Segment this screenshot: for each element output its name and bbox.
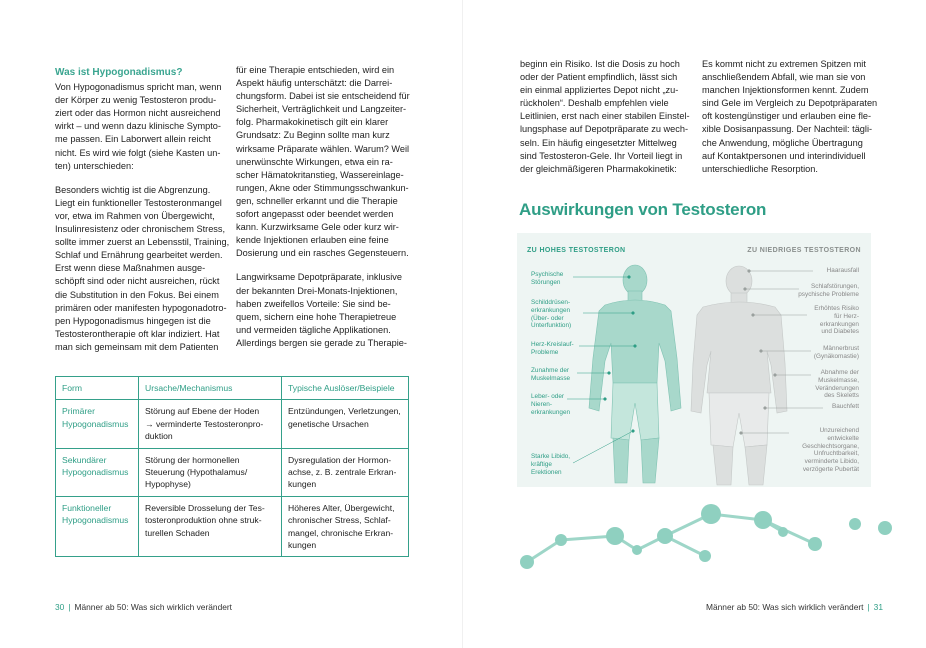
effect-label: Unzureichend entwickelte Geschlechtsorgane, Unfruchtbarkeit, verminderte Libido, verzögerte Pubertät <box>802 427 859 473</box>
table-cell: Entzündungen, Verletzungen, genetische Ursachen <box>282 400 409 448</box>
hypogonadism-table <box>55 376 409 557</box>
muscular-figure <box>589 265 681 483</box>
effect-label: Starke Libido, kräftige Erektionen <box>531 453 571 476</box>
right-column-2 <box>702 58 880 187</box>
high-testosterone-heading: ZU HOHES TESTOSTERON <box>527 247 626 254</box>
table-cell: Störung der hormonellen Steuerung (Hypothalamus/ Hypophyse) <box>139 448 282 496</box>
effect-label: Herz-Kreislauf- Probleme <box>531 341 574 356</box>
low-testosterone-heading: ZU NIEDRIGES TESTOSTERON <box>747 247 861 254</box>
page-gutter <box>462 0 463 648</box>
table-row <box>56 400 409 448</box>
table-row <box>56 448 409 496</box>
paragraph: Besonders wichtig ist die Abgrenzung. Liegt ein funktioneller Testosteronmangel vor, etwa im Rahmen von Übergewicht, Insulinresistenz oder chronischem Stress, sollte immer zuerst an Lebensstil, Training, Schlaf und Ernährung gearbeitet werden. Erst wenn diese Maßnahmen ausge- schöpft sind oder nicht ausreichen, rückt die Substitution in den Fokus. Bei einem primären oder manifesten hypogonadotro- pen Hypogonadismus hingegen ist die Testosterontherapie oft klar indiziert. Hat man sich gemeinsam mit dem Patienten <box>55 184 230 352</box>
paragraph: Es kommt nicht zu extremen Spitzen mit anschließendem Abfall, wie man sie von manchen Injektionsformen kennt. Zudem sind Gele im Vergleich zu Depotpräparaten oft kostengünstiger und erlauben eine fle- xible Dosisanpassung. Der Nachteil: tägli- che Anwendung, mögliche Übertragung auf Kontaktpersonen und interindividuell unterschiedliche Resorption. <box>702 59 878 174</box>
section-heading: Was ist Hypogonadismus? <box>55 67 183 78</box>
table-header: Typische Auslöser/Beispiele <box>282 377 409 400</box>
table-cell: Sekundärer Hypogonadismus <box>56 448 139 496</box>
effect-label: Haarausfall <box>826 267 859 274</box>
table-cell: Primärer Hypogonadismus <box>56 400 139 448</box>
effect-label: Schlafstörungen, psychische Probleme <box>798 283 859 298</box>
table-cell: Höheres Alter, Übergewicht, chronischer Stress, Schlaf- mangel, chronische Erkran- kungen <box>282 496 409 557</box>
effect-label: Abnahme der Muskelmasse, Veränderungen des Skeletts <box>815 369 859 400</box>
table-header-row <box>56 377 409 400</box>
table-cell: Störung auf Ebene der Hoden → verminderte Testosteronpro- duktion <box>139 400 282 448</box>
effect-label: Schilddrüsen- erkrankungen (Über- oder Unterfunktion) <box>531 299 572 330</box>
left-footer: 30 | Männer ab 50: Was sich wirklich verändert <box>55 602 232 612</box>
right-footer: Männer ab 50: Was sich wirklich verändert | 31 <box>706 602 883 612</box>
table-cell: Funktioneller Hypogonadismus <box>56 496 139 557</box>
testosterone-infographic <box>517 233 871 487</box>
page-number: 31 <box>873 602 883 612</box>
table-header: Ursache/Mechanismus <box>139 377 282 400</box>
running-title: Männer ab 50: Was sich wirklich verändert <box>74 602 232 612</box>
table-cell: Reversible Drosselung der Tes- tosteronproduktion ohne struk- turellen Schaden <box>139 496 282 557</box>
molecule-decoration <box>515 500 895 590</box>
effect-label: Bauchfett <box>831 403 859 410</box>
page-number: 30 <box>55 602 65 612</box>
left-column-2 <box>236 64 414 361</box>
table-cell: Dysregulation der Hormon- achse, z. B. zentrale Erkran- kungen <box>282 448 409 496</box>
effect-label: Männerbrust (Gynäkomastie) <box>813 345 859 360</box>
table-header: Form <box>56 377 139 400</box>
running-title: Männer ab 50: Was sich wirklich verändert <box>706 602 864 612</box>
table-row <box>56 496 409 557</box>
paragraph: für eine Therapie entschieden, wird ein Aspekt häufig unterschätzt: die Darrei- chungsform. Dabei ist sie entscheidend für Sicherheit, Verträglichkeit und Langzeiter- folg. Pharmakokinetisch gilt ein klarer Grundsatz: Zu Beginn sollte man kurz wirksame Präparate wählen. Warum? Weil unerwünschte Wirkungen, etwa ein ra- scher Hämatokritanstieg, Wassereinlage- rungen, Akne oder Stimmungsschwankun- gen, schneller erkannt und die Therapie sofort angepasst oder beendet werden kann. Kurzwirksame Gele oder kurz wir- kende Injektionen erlauben eine feine Dosierung und ein rasches Gegensteuern. <box>236 65 410 259</box>
paragraph: Langwirksame Depotpräparate, inklusive der bekannten Drei-Monats-Injektionen, haben zweifellos Vorteile: Sie sind be- quem, sichern eine hohe Therapietreue und vermeiden tägliche Applikationen. Allerdings bergen sie gerade zu Therapie- <box>236 272 407 348</box>
right-column-1 <box>520 58 698 187</box>
heavy-figure <box>691 266 787 485</box>
effect-label: Zunahme der Muskelmasse <box>531 367 571 382</box>
section-title: Auswirkungen von Testosteron <box>519 200 767 219</box>
left-column-1 <box>55 66 233 365</box>
effect-label: Erhöhtes Risiko für Herz- erkrankungen und Diabetes <box>814 305 859 336</box>
effect-label: Psychische Störungen <box>531 271 564 286</box>
paragraph: beginn ein Risiko. Ist die Dosis zu hoch oder der Patient empfindlich, lässt sich ein einmal appliziertes Depot nicht „zu- rückholen“. Deshalb empfehlen viele Leitlinien, erst nach einer stabilen Einstel- lungsphase auf Depotpräparate zu wech- seln. Ein häufig eingesetzter Mittelweg sind Testosteron-Gele. Ihr Vorteil liegt in der gleichmäßigeren Pharmakokinetik: <box>520 59 690 174</box>
effect-label: Leber- oder Nieren- erkrankungen <box>531 393 571 416</box>
paragraph: Von Hypogonadismus spricht man, wenn der Körper zu wenig Testosteron produ- ziert oder das Hormon nicht ausreichend wirkt – und wenn dazu klinische Sympto- me passen. Ein Laborwert allein reicht nicht. Es wird wie folgt (siehe Kasten un- ten) unterschieden: <box>55 82 222 171</box>
